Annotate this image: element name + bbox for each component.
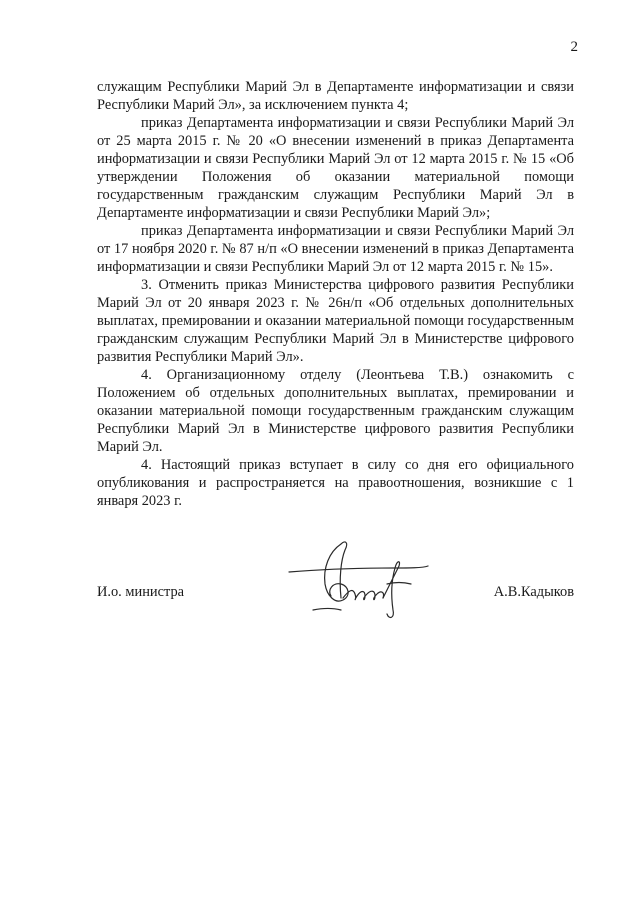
paragraph-1: служащим Республики Марий Эл в Департаменте информатизации и связи Республики Марий Эл», за исключением пункта 4; bbox=[97, 79, 574, 113]
paragraph-4: 3. Отменить приказ Министерства цифрового развития Республики Марий Эл от 20 января 2023 г. № 26н/п «Об отдельных дополнительных выплатах, премировании и оказании материальной помощи государственным гражданским служащим Республики Марий Эл в Министерстве цифрового развития Республики Марий Эл». bbox=[97, 277, 574, 365]
document-body bbox=[97, 78, 574, 510]
page-number: 2 bbox=[570, 39, 578, 55]
signer-name: А.В.Кадыков bbox=[493, 584, 574, 600]
paragraph-3: приказ Департамента информатизации и связи Республики Марий Эл от 17 ноября 2020 г. № 87 н/п «О внесении изменений в приказ Департамента информатизации и связи Республики Марий Эл от 12 марта 2015 г. № 15». bbox=[97, 223, 574, 275]
signature-block bbox=[97, 583, 574, 607]
signer-title: И.о. министра bbox=[97, 584, 185, 600]
handwritten-signature bbox=[283, 538, 431, 624]
paragraph-6: 4. Настоящий приказ вступает в силу со дня его официального опубликования и распространяется на правоотношения, возникшие с 1 января 2023 г. bbox=[97, 457, 574, 509]
paragraph-2: приказ Департамента информатизации и связи Республики Марий Эл от 25 марта 2015 г. № 20 «О внесении изменений в приказ Департамента информатизации и связи Республики Марий Эл от 12 марта 2015 г. № 15 «Об утверждении Положения об оказании материальной помощи государственным гражданским служащим Республики Марий Эл в Департаменте информатизации и связи Республики Марий Эл»; bbox=[97, 115, 574, 221]
paragraph-5: 4. Организационному отделу (Леонтьева Т.В.) ознакомить с Положением об отдельных дополнительных выплатах, премировании и оказании материальной помощи государственным гражданским служащим Республики Марий Эл в Министерстве цифрового развития Республики Марий Эл. bbox=[97, 367, 574, 455]
